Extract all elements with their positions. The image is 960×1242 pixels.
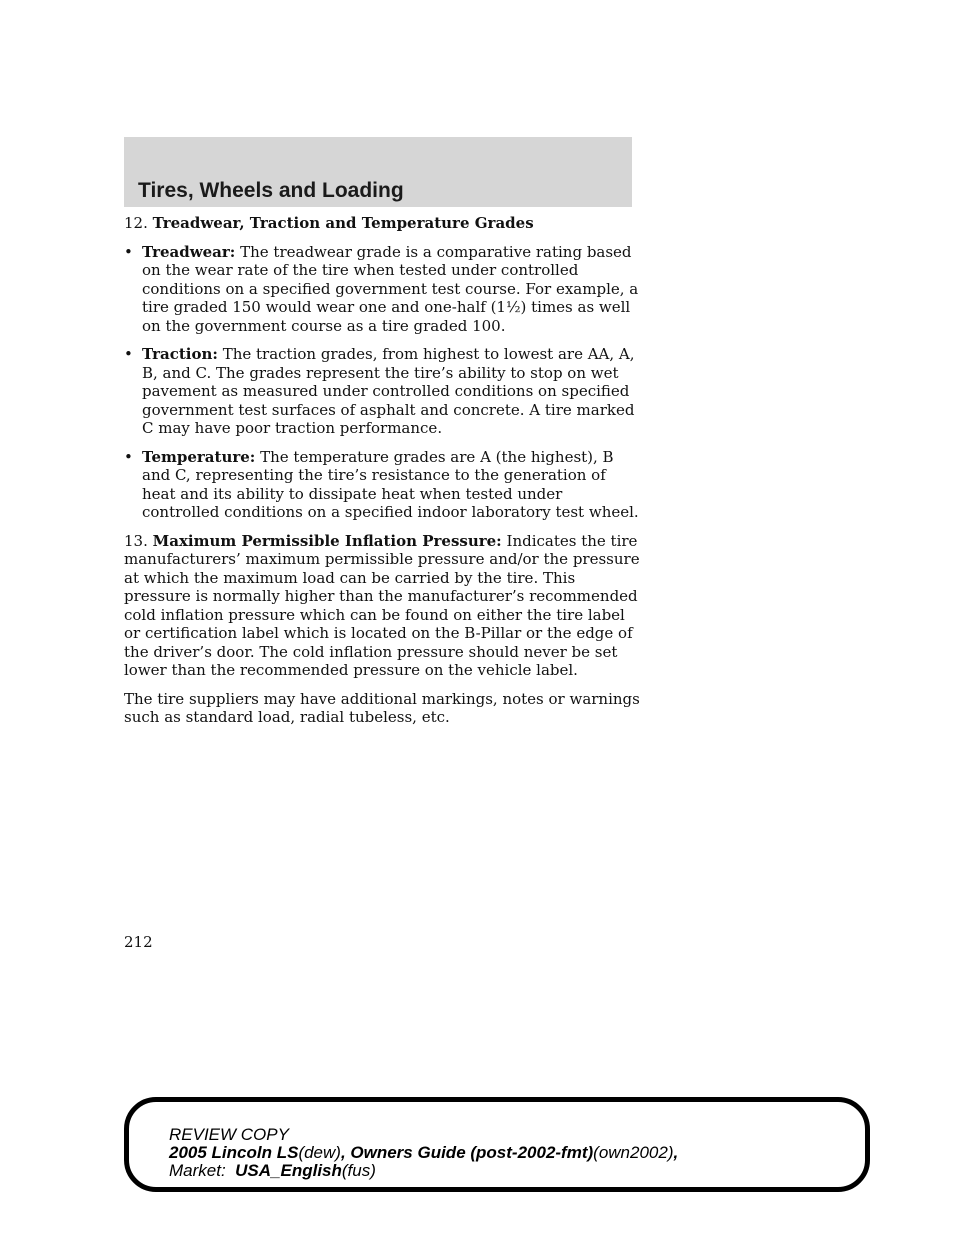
section-13-number: 13. <box>124 531 148 550</box>
bullet-text: The traction grades, from highest to lowest are AA, A, B, and C. The grades represent the tire’s ability to stop on wet pavement as measured under controlled conditions on specified government test surfaces of asphalt and concrete. A tire marked C may have poor traction performance. <box>142 345 635 437</box>
bullet-label: Traction: <box>142 345 218 363</box>
footer-market-code: (fus) <box>341 1161 376 1180</box>
bullet-icon: • <box>124 345 133 363</box>
section-13-title: Maximum Permissible Inflation Pressure: <box>152 531 502 550</box>
bullet-traction <box>124 345 644 438</box>
footer-text <box>169 1126 678 1180</box>
section-13-paragraph <box>124 532 644 680</box>
bullet-label: Treadwear: <box>142 242 236 261</box>
footer-model-code: (dew) <box>298 1143 341 1162</box>
bullet-icon: • <box>124 447 133 466</box>
footer-guide-code: (own2002) <box>593 1143 674 1162</box>
footer-market: USA_English <box>235 1161 342 1180</box>
section-12-heading <box>124 214 644 233</box>
bullet-text: The temperature grades are A (the highest), B and C, representing the tire’s resistance to the generation of heat and its ability to dissipate heat when tested under controlled conditions on a specified indoor laboratory test wheel. <box>142 447 639 521</box>
footer-guide: , Owners Guide (post-2002-fmt) <box>340 1143 594 1162</box>
bullet-text: The treadwear grade is a comparative rating based on the wear rate of the tire when tested under controlled conditions on a specified government test course. For example, a tire graded 150 would wear one and one-half (1½) times as well on the government course as a tire graded 100. <box>142 242 639 335</box>
section-12-number: 12. <box>124 214 148 232</box>
section-title: Tires, Wheels and Loading <box>138 179 404 202</box>
bullet-label: Temperature: <box>142 447 256 466</box>
review-copy-footer <box>124 1097 870 1192</box>
closing-paragraph: The tire suppliers may have additional markings, notes or warnings such as standard load, radial tubeless, etc. <box>124 689 640 726</box>
footer-market-line <box>169 1162 678 1180</box>
section-header-band <box>124 137 632 207</box>
bullet-treadwear <box>124 243 644 336</box>
bullet-icon: • <box>124 242 133 261</box>
page-body <box>124 214 644 737</box>
section-13-text: Indicates the tire manufacturers’ maximum permissible pressure and/or the pressure at which the maximum load can be carried by the tire. This pressure is normally higher than the manufacturer’s recommended cold inflation pressure which can be found on either the tire label or certification label which is located on the B-Pillar or the edge of the driver’s door. The cold inflation pressure should never be set lower than the recommended pressure on the vehicle label. <box>124 531 640 679</box>
section-12-title: Treadwear, Traction and Temperature Grades <box>152 214 534 232</box>
footer-model-line <box>169 1144 678 1162</box>
footer-trail: , <box>673 1143 679 1162</box>
bullet-temperature <box>124 448 644 522</box>
page-number: 212 <box>124 933 153 951</box>
footer-market-label: Market: <box>169 1161 226 1180</box>
footer-model: 2005 Lincoln LS <box>169 1143 299 1162</box>
review-copy-label: REVIEW COPY <box>169 1125 289 1144</box>
